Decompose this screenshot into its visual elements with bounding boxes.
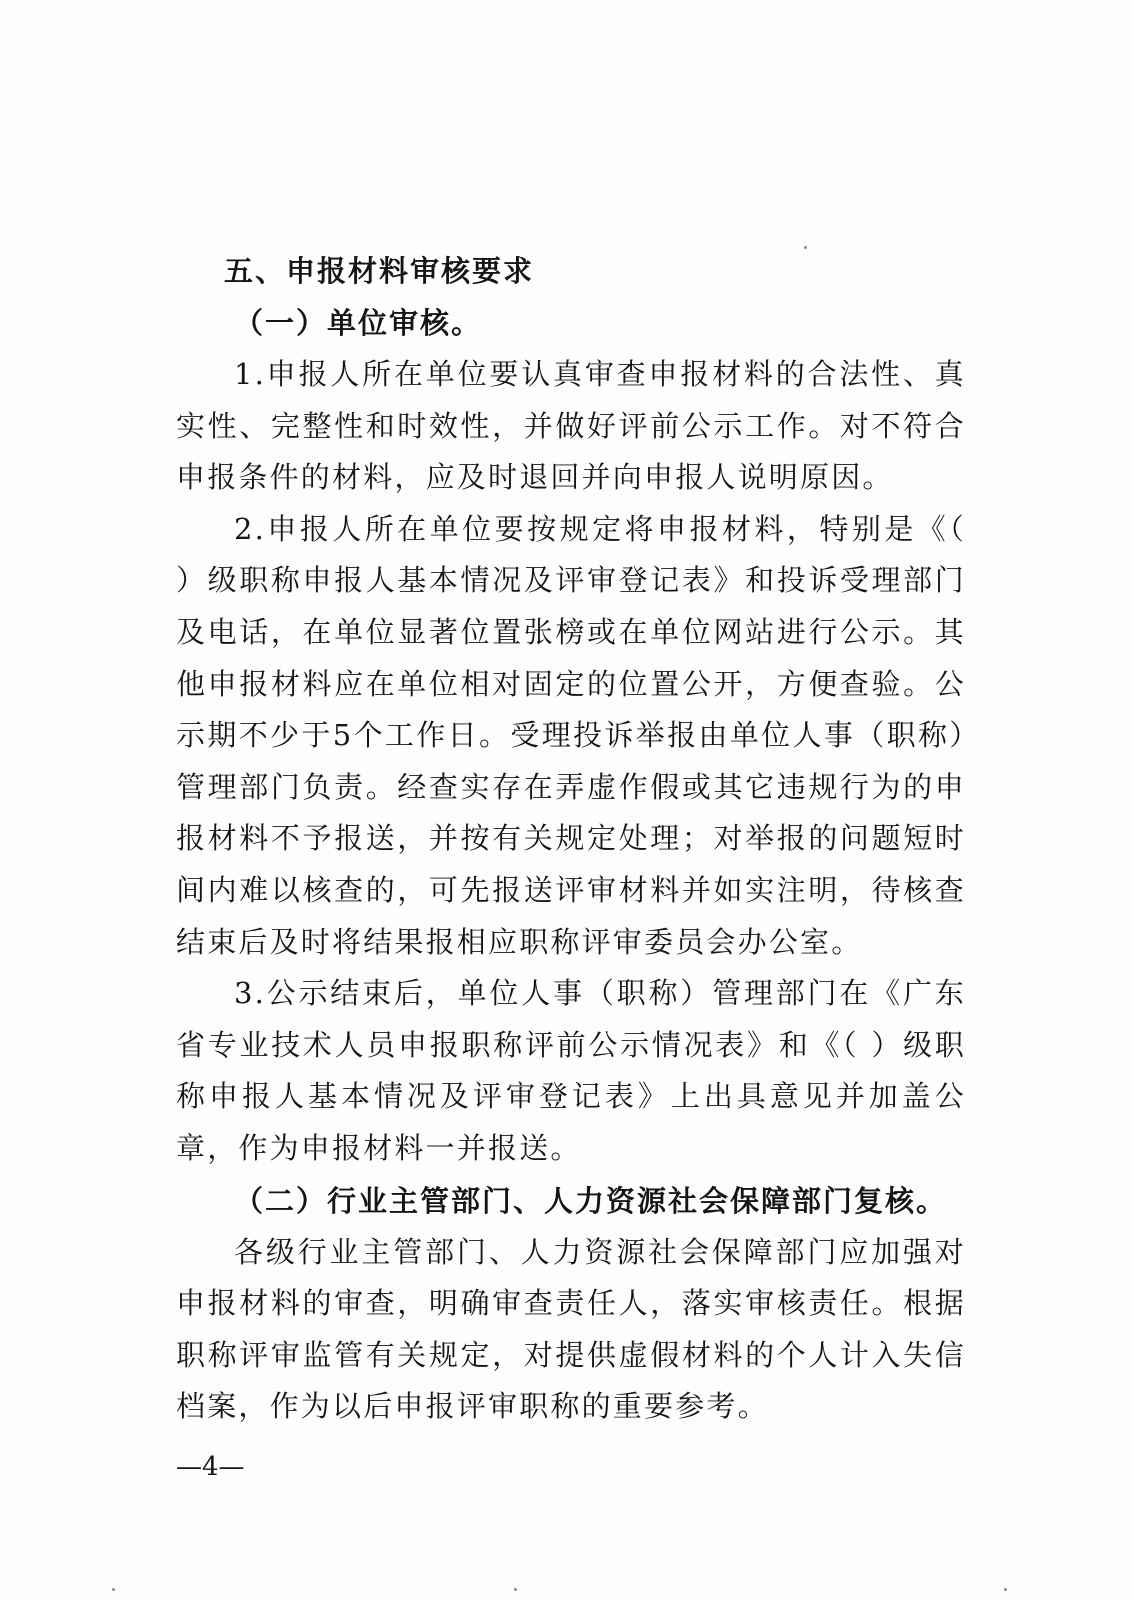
- page-number: —4—: [176, 1452, 245, 1482]
- scan-speck: [514, 1588, 517, 1591]
- paragraph-3: 3.公示结束后，单位人事（职称）管理部门在《广东省专业技术人员申报职称评前公示情况表》和《（ ）级职称申报人基本情况及评审登记表》上出具意见并加盖公章，作为申报材料一并报送。: [176, 976, 966, 1165]
- document-body: [176, 245, 966, 1433]
- paragraph-4: 各级行业主管部门、人力资源社会保障部门应加强对申报材料的审查，明确审查责任人，落实审核责任。根据职称评审监管有关规定，对提供虚假材料的个人计入失信档案，作为以后申报评审职称的重要参考。: [176, 1234, 966, 1424]
- section-heading: 五、申报材料审核要求: [224, 254, 535, 288]
- subsection-1-heading: （一）单位审核。: [234, 306, 483, 340]
- paragraph-1: 1.申报人所在单位要认真审查申报材料的合法性、真实性、完整性和时效性，并做好评前公示工作。对不符合申报条件的材料，应及时退回并向申报人说明原因。: [176, 357, 966, 495]
- subsection-2-heading: （二）行业主管部门、人力资源社会保障部门复核。: [234, 1183, 948, 1218]
- paragraph-2: 2.申报人所在单位要按规定将申报材料，特别是《（ ）级职称申报人基本情况及评审登记表》和投诉受理部门及电话，在单位显著位置张榜或在单位网站进行公示。其他申报材料应在单位相对固定的位置公开，方便查验。公示期不少于5个工作日。受理投诉举报由单位人事（职称）管理部门负责。经查实存在弄虚作假或其它违规行为的申报材料不予报送，并按有关规定处理；对举报的问题短时间内难以核查的，可先报送评审材料并如实注明，待核查结束后及时将结果报相应职称评审委员会办公室。: [176, 511, 966, 959]
- scan-speck: [1004, 1588, 1007, 1591]
- scan-speck: [112, 1588, 115, 1591]
